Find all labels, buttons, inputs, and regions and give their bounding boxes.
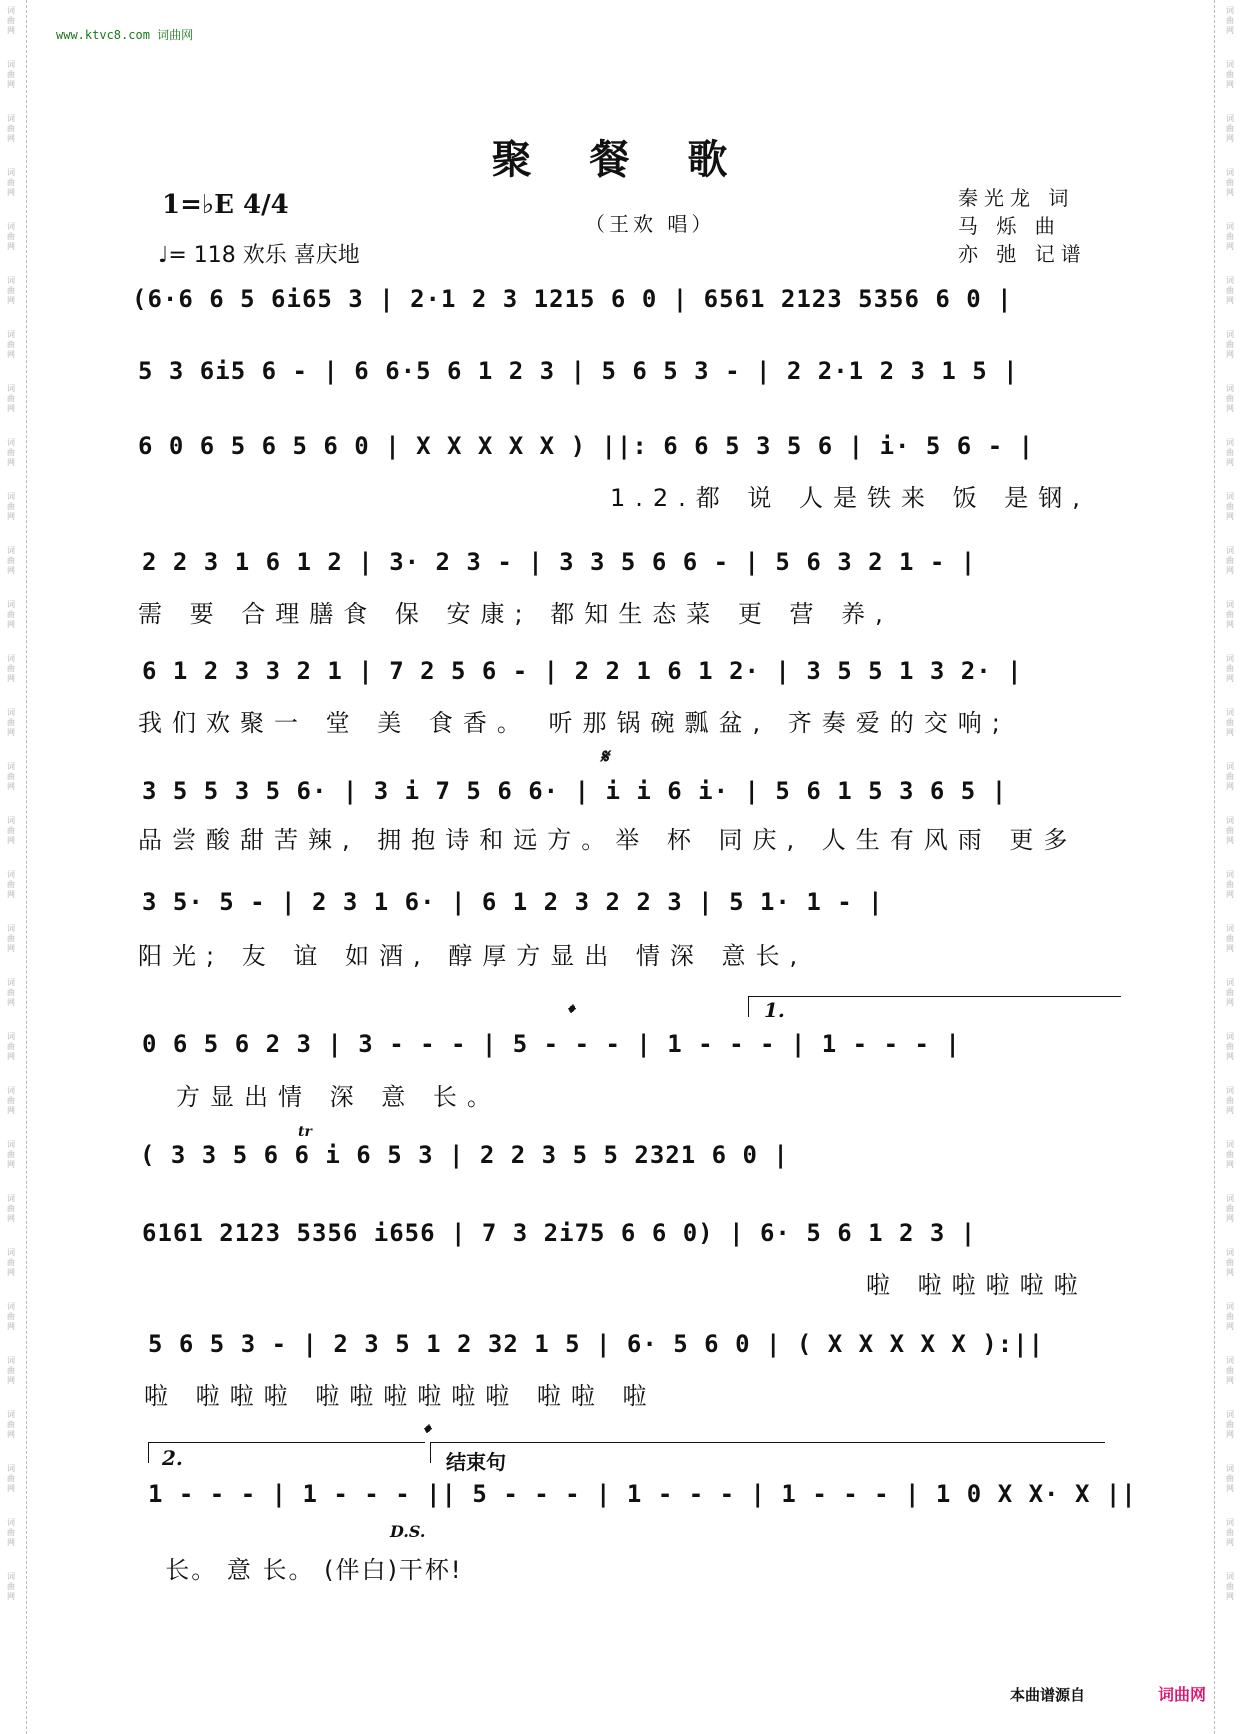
song-title: 聚 餐 歌 bbox=[491, 136, 750, 183]
right-edge-watermark bbox=[1223, 6, 1237, 1626]
edge-watermark-text: 词 曲 网 bbox=[7, 222, 15, 251]
edge-watermark-text: 词 曲 网 bbox=[1226, 6, 1234, 35]
notation-line-9: ( 3 3 5 6 6 i 6 5 3 | 2 2 3 5 5 2321 6 0 | bbox=[140, 1141, 789, 1169]
edge-watermark-text: 词 曲 网 bbox=[7, 492, 15, 521]
notation-line-1: (6·6 6 5 6i65 3 | 2·1 2 3 1215 6 0 | 6561 2123 5356 6 0 | bbox=[132, 285, 1013, 313]
second-ending-label: 2. bbox=[162, 1446, 183, 1470]
edge-watermark-text: 词 曲 网 bbox=[1226, 276, 1234, 305]
segno-sign: 𝄋 bbox=[600, 744, 609, 768]
edge-watermark-text: 词 曲 网 bbox=[7, 1194, 15, 1223]
notation-line-6: 3 5 5 3 5 6· | 3 i 7 5 6 6· | i i 6 i· | 5 6 1 5 3 6 5 | bbox=[142, 777, 1008, 805]
notation-line-7: 3 5· 5 - | 2 3 1 6· | 6 1 2 3 2 2 3 | 5 1· 1 - | bbox=[142, 888, 884, 916]
edge-watermark-text: 词 曲 网 bbox=[7, 600, 15, 629]
edge-watermark-text: 词 曲 网 bbox=[1226, 870, 1234, 899]
edge-watermark-text: 词 曲 网 bbox=[7, 762, 15, 791]
edge-watermark-text: 词 曲 网 bbox=[1226, 492, 1234, 521]
edge-watermark-text: 词 曲 网 bbox=[7, 330, 15, 359]
left-dashed-border bbox=[26, 0, 29, 1734]
notation-line-5: 6 1 2 3 3 2 1 | 7 2 5 6 - | 2 2 1 6 1 2· | 3 5 5 1 3 2· | bbox=[142, 657, 1023, 685]
edge-watermark-text: 词 曲 网 bbox=[1226, 1302, 1234, 1331]
edge-watermark-text: 词 曲 网 bbox=[7, 60, 15, 89]
transcriber-credit: 亦 弛 记谱 bbox=[958, 242, 1087, 266]
edge-watermark-text: 词 曲 网 bbox=[7, 654, 15, 683]
coda-sign-2: 𝄌 bbox=[422, 1420, 429, 1444]
edge-watermark-text: 词 曲 网 bbox=[7, 1572, 15, 1601]
edge-watermark-text: 词 曲 网 bbox=[1226, 762, 1234, 791]
edge-watermark-text: 词 曲 网 bbox=[7, 978, 15, 1007]
edge-watermark-text: 词 曲 网 bbox=[7, 1518, 15, 1547]
edge-watermark-text: 词 曲 网 bbox=[7, 708, 15, 737]
ending-phrase-bracket bbox=[430, 1442, 1105, 1463]
edge-watermark-text: 词 曲 网 bbox=[1226, 1032, 1234, 1061]
site-watermark[interactable]: www.ktvc8.com 词曲网 bbox=[56, 28, 194, 42]
lyric-line-12-text: 长。 意 长。 (伴白)干杯! bbox=[165, 1556, 463, 1584]
credits-block bbox=[958, 184, 1087, 268]
coda-sign-1: 𝄌 bbox=[566, 1000, 573, 1024]
lyric-line-12 bbox=[146, 1522, 463, 1585]
first-ending-label: 1. bbox=[764, 998, 785, 1022]
tempo-marking: ♩= 118 欢乐 喜庆地 bbox=[158, 243, 360, 268]
lyric-line-5: 我们欢聚一 堂 美 食香。 听那锅碗瓢盆, 齐奏爱的交响; bbox=[138, 709, 1010, 737]
edge-watermark-text: 词 曲 网 bbox=[7, 816, 15, 845]
lyricist-credit: 秦光龙 词 bbox=[958, 186, 1075, 210]
notation-line-2: 5 3 6i5 6 - | 6 6·5 6 1 2 3 | 5 6 5 3 - | 2 2·1 2 3 1 5 | bbox=[138, 357, 1019, 385]
edge-watermark-text: 词 曲 网 bbox=[7, 1410, 15, 1439]
right-dashed-border bbox=[1214, 0, 1217, 1734]
first-ending-bracket bbox=[748, 996, 1121, 1017]
edge-watermark-text: 词 曲 网 bbox=[1226, 1518, 1234, 1547]
notation-line-8: 0 6 5 6 2 3 | 3 - - - | 5 - - - | 1 - - - | 1 - - - | bbox=[142, 1030, 961, 1058]
edge-watermark-text: 词 曲 网 bbox=[7, 1140, 15, 1169]
notation-line-10: 6161 2123 5356 i656 | 7 3 2i75 6 6 0) | 6· 5 6 1 2 3 | bbox=[142, 1219, 977, 1247]
notation-line-11: 5 6 5 3 - | 2 3 5 1 2 32 1 5 | 6· 5 6 0 | ( X X X X X ):|| bbox=[148, 1330, 1045, 1358]
edge-watermark-text: 词 曲 网 bbox=[7, 276, 15, 305]
edge-watermark-text: 词 曲 网 bbox=[1226, 1194, 1234, 1223]
lyric-line-10: 啦 啦啦啦啦啦 bbox=[866, 1271, 1088, 1299]
edge-watermark-text: 词 曲 网 bbox=[1226, 1086, 1234, 1115]
edge-watermark-text: 词 曲 网 bbox=[1226, 654, 1234, 683]
edge-watermark-text: 词 曲 网 bbox=[7, 114, 15, 143]
edge-watermark-text: 词 曲 网 bbox=[7, 546, 15, 575]
edge-watermark-text: 词 曲 网 bbox=[7, 1302, 15, 1331]
edge-watermark-text: 词 曲 网 bbox=[1226, 1572, 1234, 1601]
lyric-line-11: 啦 啦啦啦 啦啦啦啦啦啦 啦啦 啦 bbox=[144, 1382, 657, 1410]
edge-watermark-text: 词 曲 网 bbox=[7, 1464, 15, 1493]
edge-watermark-text: 词 曲 网 bbox=[7, 870, 15, 899]
edge-watermark-text: 词 曲 网 bbox=[7, 1086, 15, 1115]
edge-watermark-text: 词 曲 网 bbox=[7, 924, 15, 953]
lyric-line-4: 需 要 合理膳食 保 安康; 都知生态菜 更 营 养, bbox=[138, 600, 893, 628]
edge-watermark-text: 词 曲 网 bbox=[1226, 114, 1234, 143]
left-edge-watermark bbox=[4, 6, 18, 1626]
lyric-line-3: 1.2.都 说 人是铁来 饭 是钢, bbox=[610, 484, 1090, 512]
edge-watermark-text: 词 曲 网 bbox=[7, 1248, 15, 1277]
edge-watermark-text: 词 曲 网 bbox=[1226, 924, 1234, 953]
second-ending-bracket bbox=[148, 1442, 425, 1463]
edge-watermark-text: 词 曲 网 bbox=[1226, 330, 1234, 359]
edge-watermark-text: 词 曲 网 bbox=[1226, 438, 1234, 467]
lyric-line-8: 方显出情 深 意 长。 bbox=[176, 1083, 501, 1111]
edge-watermark-text: 词 曲 网 bbox=[1226, 816, 1234, 845]
trill-mark: tr bbox=[298, 1124, 312, 1140]
composer-credit: 马 烁 曲 bbox=[958, 214, 1061, 238]
edge-watermark-text: 词 曲 网 bbox=[7, 438, 15, 467]
edge-watermark-text: 词 曲 网 bbox=[1226, 168, 1234, 197]
notation-line-3: 6 0 6 5 6 5 6 0 | X X X X X ) ||: 6 6 5 3 5 6 | i· 5 6 - | bbox=[138, 432, 1035, 460]
edge-watermark-text: 词 曲 网 bbox=[1226, 1248, 1234, 1277]
edge-watermark-text: 词 曲 网 bbox=[1226, 384, 1234, 413]
edge-watermark-text: 词 曲 网 bbox=[7, 168, 15, 197]
footer-source-label: 本曲谱源自 bbox=[1010, 1686, 1086, 1704]
ending-phrase-label: 结束句 bbox=[446, 1450, 506, 1474]
lyric-line-7: 阳光; 友 谊 如酒, 醇厚方显出 情深 意长, bbox=[138, 942, 808, 970]
edge-watermark-text: 词 曲 网 bbox=[1226, 1140, 1234, 1169]
notation-line-12: 1 - - - | 1 - - - || 5 - - - | 1 - - - | 1 - - - | 1 0 X X· X || bbox=[148, 1480, 1137, 1508]
edge-watermark-text: 词 曲 网 bbox=[1226, 60, 1234, 89]
edge-watermark-text: 词 曲 网 bbox=[1226, 978, 1234, 1007]
edge-watermark-text: 词 曲 网 bbox=[7, 384, 15, 413]
dal-segno-mark: D.S. bbox=[390, 1522, 426, 1541]
notation-line-4: 2 2 3 1 6 1 2 | 3· 2 3 - | 3 3 5 6 6 - | 5 6 3 2 1 - | bbox=[142, 548, 977, 576]
edge-watermark-text: 词 曲 网 bbox=[7, 6, 15, 35]
edge-watermark-text: 词 曲 网 bbox=[1226, 546, 1234, 575]
edge-watermark-text: 词 曲 网 bbox=[7, 1356, 15, 1385]
edge-watermark-text: 词 曲 网 bbox=[1226, 1464, 1234, 1493]
edge-watermark-text: 词 曲 网 bbox=[1226, 1410, 1234, 1439]
footer-brand-link[interactable]: 词曲网 bbox=[1158, 1685, 1207, 1704]
singer-credit: （王欢 唱） bbox=[585, 212, 716, 236]
edge-watermark-text: 词 曲 网 bbox=[1226, 222, 1234, 251]
key-signature: 1=♭E 4/4 bbox=[162, 190, 289, 220]
lyric-line-6: 品尝酸甜苦辣, 拥抱诗和远方。举 杯 同庆, 人生有风雨 更多 bbox=[138, 826, 1078, 854]
edge-watermark-text: 词 曲 网 bbox=[1226, 600, 1234, 629]
edge-watermark-text: 词 曲 网 bbox=[1226, 1356, 1234, 1385]
edge-watermark-text: 词 曲 网 bbox=[7, 1032, 15, 1061]
edge-watermark-text: 词 曲 网 bbox=[1226, 708, 1234, 737]
